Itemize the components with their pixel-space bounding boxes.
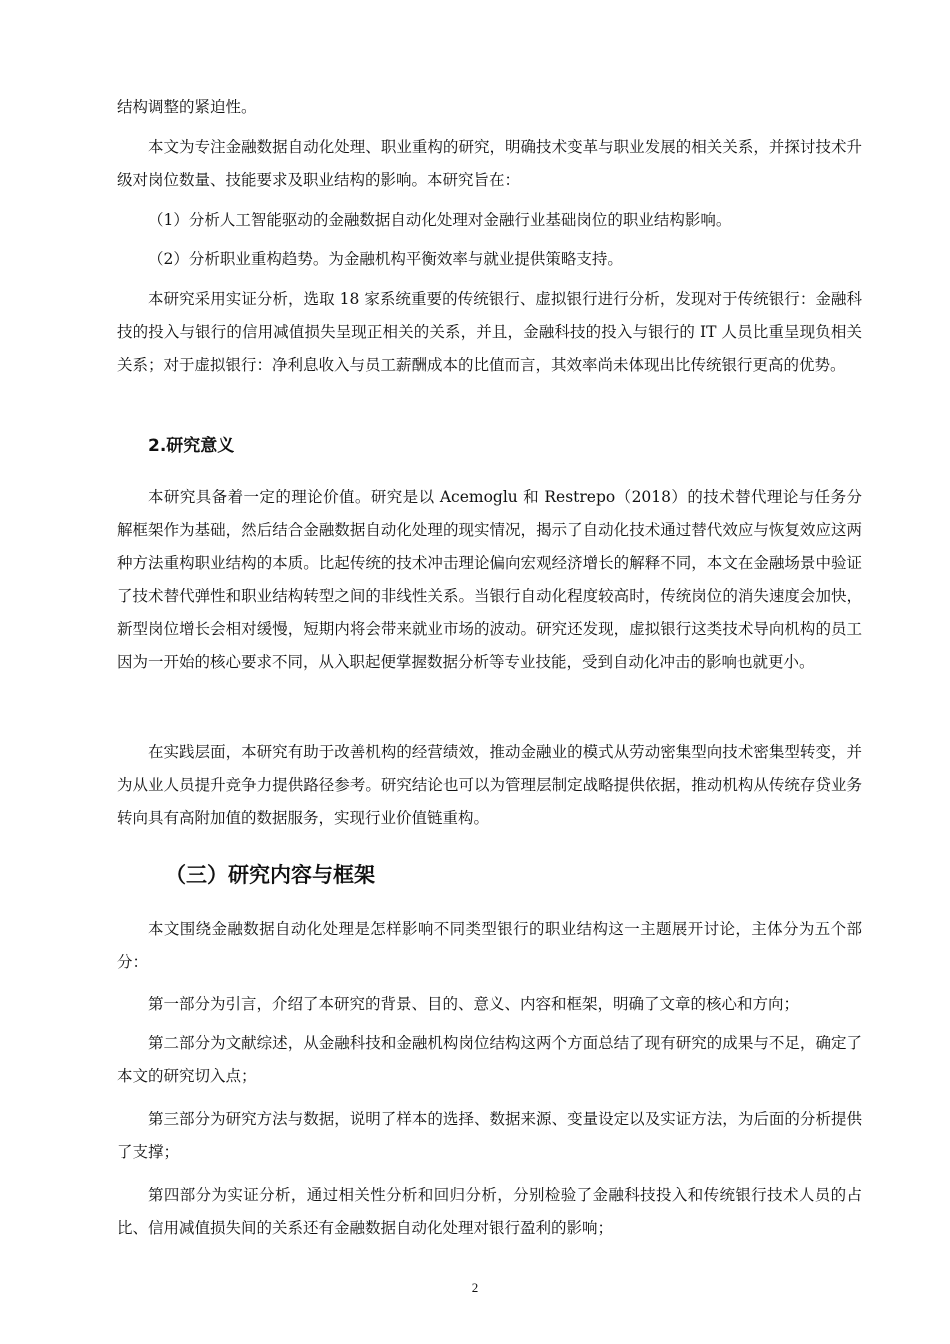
- paragraph-theoretical-value: 本研究具备着一定的理论价值。研究是以 Acemoglu 和 Restrepo（2018）的技术替代理论与任务分解框架作为基础，然后结合金融数据自动化处理的现实情况，揭示了自动化技术通过替代效应与恢复效应这两种方法重构职业结构的本质。比起传统的技术冲击理论偏向宏观经济增长的解释不同，本文在金融场景中验证了技术替代弹性和职业结构转型之间的非线性关系。当银行自动化程度较高时，传统岗位的消失速度会加快，新型岗位增长会相对缓慢，短期内将会带来就业市场的波动。研究还发现，虚拟银行这类技术导向机构的员工因为一开始的核心要求不同，从入职起便掌握数据分析等专业技能，受到自动化冲击的影响也就更小。: [117, 488, 862, 671]
- list-item-2: （2）分析职业重构趋势。为金融机构平衡效率与就业提供策略支持。: [148, 250, 623, 268]
- paragraph-research-purpose: 本文为专注金融数据自动化处理、职业重构的研究，明确技术变革与职业发展的相关关系，并探讨技术升级对岗位数量、技能要求及职业结构的影响。本研究旨在：: [117, 138, 862, 189]
- section-heading-content-framework: （三）研究内容与框架: [165, 863, 375, 887]
- paragraph-part-1: 第一部分为引言，介绍了本研究的背景、目的、意义、内容和框架，明确了文章的核心和方向；: [148, 995, 800, 1013]
- paragraph-framework-intro: 本文围绕金融数据自动化处理是怎样影响不同类型银行的职业结构这一主题展开讨论，主体分为五个部分：: [117, 920, 862, 971]
- paragraph-method-findings: 本研究采用实证分析，选取 18 家系统重要的传统银行、虚拟银行进行分析，发现对于传统银行：金融科技的投入与银行的信用减值损失呈现正相关的关系，并且，金融科技的投入与银行的 IT 人员比重呈现负相关关系；对于虚拟银行：净利息收入与员工薪酬成本的比值而言，其效率尚未体现出比传统银行更高的优势。: [117, 290, 862, 374]
- list-item-1: （1）分析人工智能驱动的金融数据自动化处理对金融行业基础岗位的职业结构影响。: [148, 211, 732, 229]
- paragraph-part-3: 第三部分为研究方法与数据，说明了样本的选择、数据来源、变量设定以及实证方法，为后面的分析提供了支撑；: [117, 1110, 862, 1161]
- paragraph-part-2: 第二部分为文献综述，从金融科技和金融机构岗位结构这两个方面总结了现有研究的成果与不足，确定了本文的研究切入点；: [117, 1034, 862, 1085]
- page-number: 2: [471, 1280, 479, 1295]
- paragraph-continuation: 结构调整的紧迫性。: [117, 98, 257, 116]
- section-heading-significance: 2.研究意义: [148, 436, 235, 456]
- paragraph-part-4: 第四部分为实证分析，通过相关性分析和回归分析，分别检验了金融科技投入和传统银行技术人员的占比、信用减值损失间的关系还有金融数据自动化处理对银行盈利的影响；: [117, 1186, 862, 1237]
- paragraph-practical-value: 在实践层面，本研究有助于改善机构的经营绩效，推动金融业的模式从劳动密集型向技术密集型转变，并为从业人员提升竞争力提供路径参考。研究结论也可以为管理层制定战略提供依据，推动机构从传统存贷业务转向具有高附加值的数据服务，实现行业价值链重构。: [117, 743, 862, 827]
